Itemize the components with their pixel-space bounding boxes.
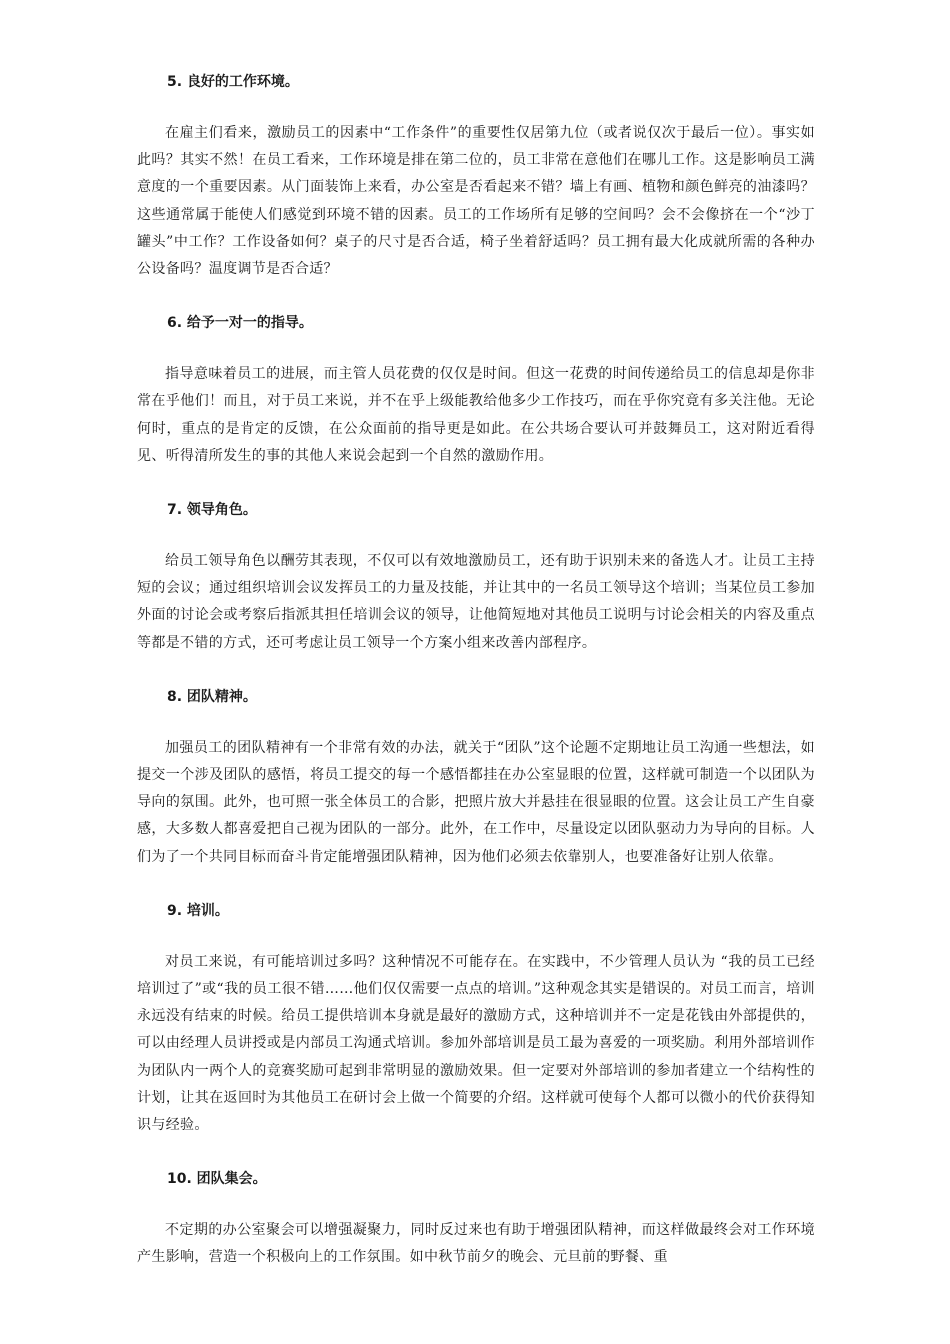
section-9 [137,899,815,1139]
section-heading: 10. 团队集会。 [167,1171,267,1188]
section-8 [137,685,815,871]
section-paragraph: 在雇主们看来，激励员工的因素中“工作条件”的重要性仅居第九位（或者说仅次于最后一位）。事实如此吗？其实不然！在员工看来，工作环境是排在第二位的，员工非常在意他们在哪儿工作。这是影响员工满意度的一个重要因素。从门面装饰上来看，办公室是否看起来不错？墙上有画、植物和颜色鲜亮的油漆吗？这些通常属于能使人们感觉到环境不错的因素。员工的工作场所有足够的空间吗？会不会像挤在一个“沙丁罐头”中工作？工作设备如何？桌子的尺寸是否合适，椅子坐着舒适吗？员工拥有最大化成就所需的各种办公设备吗？温度调节是否合适？ [137,125,815,278]
section-paragraph: 不定期的办公室聚会可以增强凝聚力，同时反过来也有助于增强团队精神，而这样做最终会对工作环境产生影响，营造一个积极向上的工作氛围。如中秋节前夕的晚会、元旦前的野餐、重 [137,1222,815,1266]
document-page [137,70,815,1272]
section-paragraph: 指导意味着员工的进展，而主管人员花费的仅仅是时间。但这一花费的时间传递给员工的信息却是你非常在乎他们！而且，对于员工来说，并不在乎上级能教给他多少工作技巧，而在乎你究竟有多关注他。无论何时，重点的是肯定的反馈，在公众面前的指导更是如此。在公共场合要认可并鼓舞员工，这对附近看得见、听得清所发生的事的其他人来说会起到一个自然的激励作用。 [137,366,815,464]
section-paragraph: 给员工领导角色以酬劳其表现，不仅可以有效地激励员工，还有助于识别未来的备选人才。让员工主持短的会议；通过组织培训会议发挥员工的力量及技能，并让其中的一名员工领导这个培训；当某位员工参加外面的讨论会或考察后指派其担任培训会议的领导，让他简短地对其他员工说明与讨论会相关的内容及重点等都是不错的方式，还可考虑让员工领导一个方案小组来改善内部程序。 [137,553,815,651]
section-heading: 5. 良好的工作环境。 [167,74,299,90]
section-heading: 9. 培训。 [167,902,229,919]
section-heading: 7. 领导角色。 [167,502,257,519]
section-7 [137,498,815,657]
section-heading: 6. 给予一对一的指导。 [167,315,313,332]
section-10 [137,1167,815,1271]
section-heading: 8. 团队精神。 [167,688,257,705]
section-paragraph: 加强员工的团队精神有一个非常有效的办法，就关于“团队”这个论题不定期地让员工沟通一些想法，如提交一个涉及团队的感悟，将员工提交的每一个感悟都挂在办公室显眼的位置，这样就可制造一个以团队为导向的氛围。此外，也可照一张全体员工的合影，把照片放大并悬挂在很显眼的位置。这会让员工产生自豪感，大多数人都喜爱把自己视为团队的一部分。此外，在工作中，尽量设定以团队驱动力为导向的目标。人们为了一个共同目标而奋斗肯定能增强团队精神，因为他们必须去依靠别人，也要准备好让别人依靠。 [137,739,815,865]
section-5 [137,70,815,283]
section-paragraph: 对员工来说，有可能培训过多吗？这种情况不可能存在。在实践中，不少管理人员认为 “我的员工已经培训过了”或“我的员工很不错……他们仅仅需要一点点的培训。”这种观念其实是错误的。对员工而言，培训永远没有结束的时候。给员工提供培训本身就是最好的激励方式，这种培训并不一定是花钱由外部提供的，可以由经理人员讲授或是内部员工沟通式培训。参加外部培训是员工最为喜爱的一项奖励。利用外部培训作为团队内一两个人的竞赛奖励可起到非常明显的激励效果。但一定要对外部培训的参加者建立一个结构性的计划，让其在返回时为其他员工在研讨会上做一个简要的介绍。这样就可使每个人都可以微小的代价获得知识与经验。 [137,953,815,1134]
section-6 [137,311,815,470]
